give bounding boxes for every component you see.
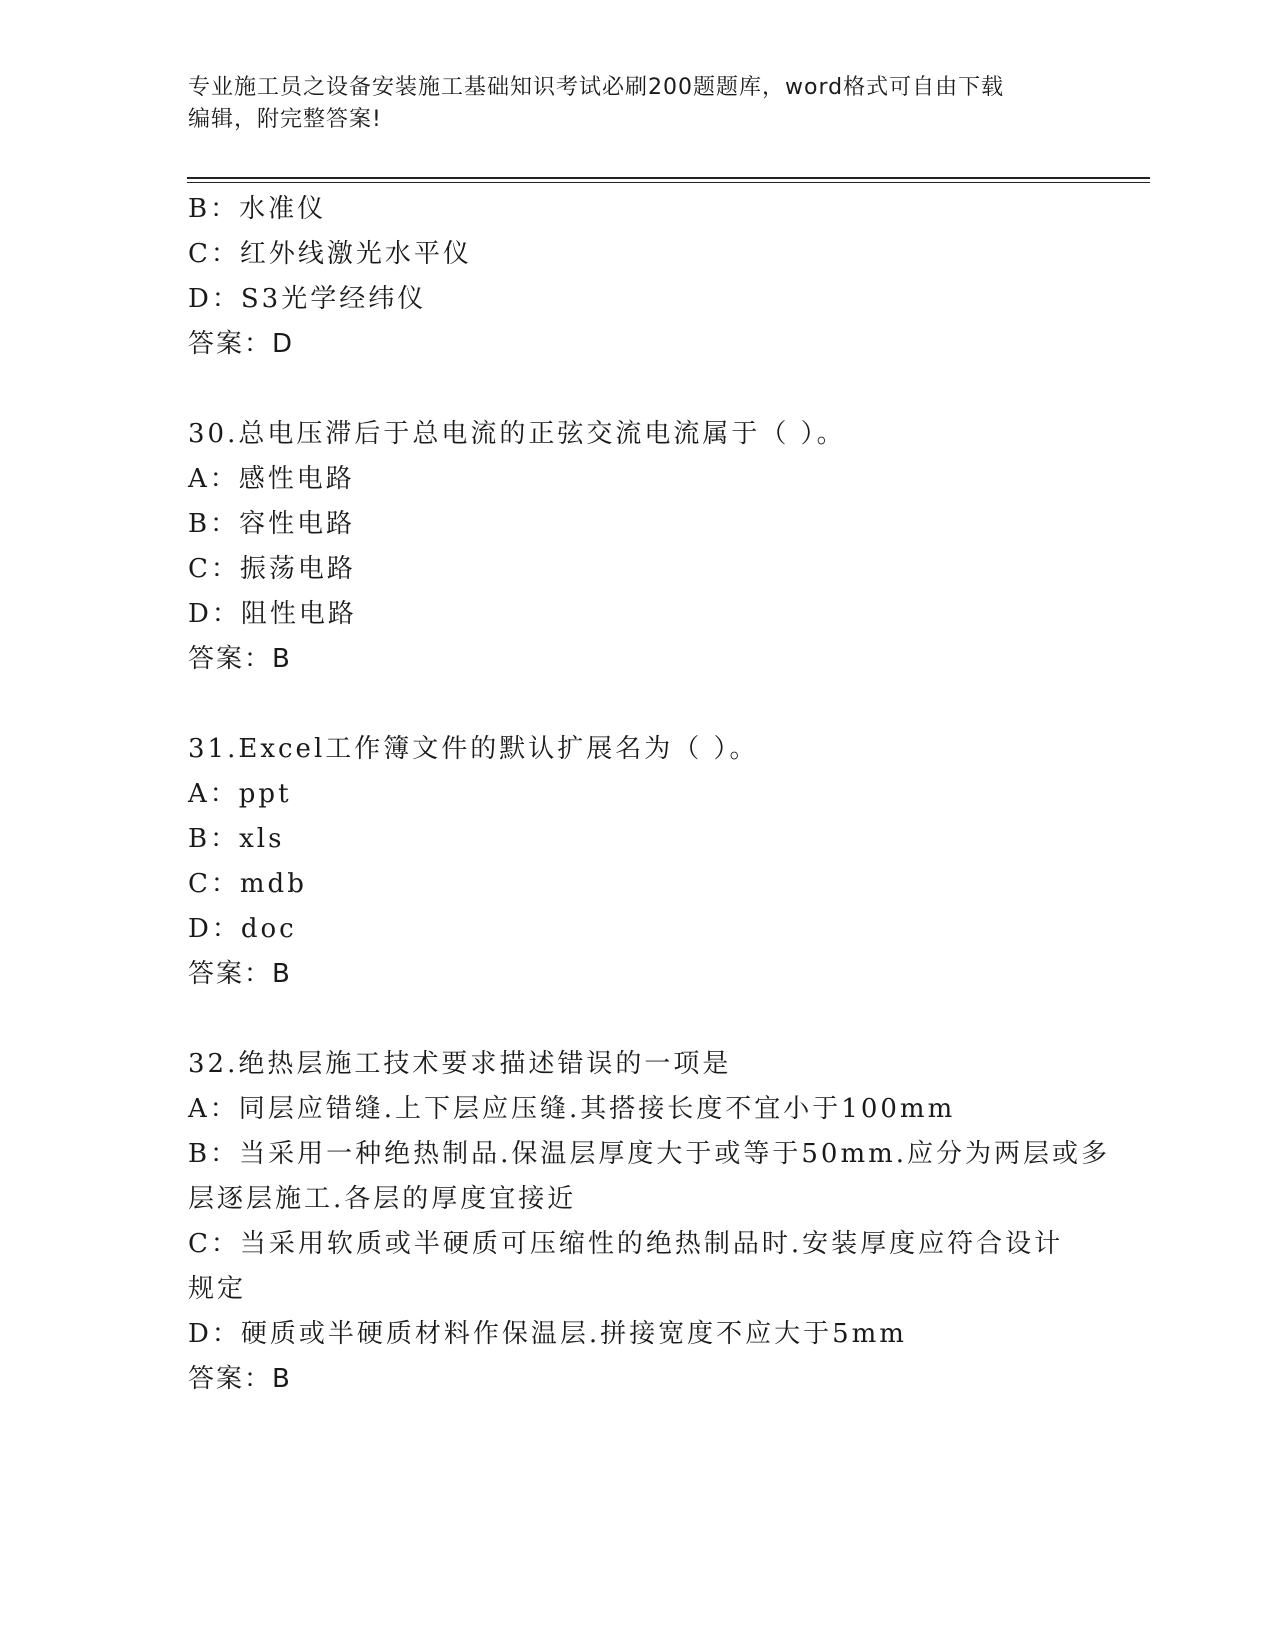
q32-question: 32.绝热层施工技术要求描述错误的一项是 bbox=[188, 1049, 732, 1079]
q30-answer: 答案：B bbox=[188, 644, 292, 674]
q31-answer: 答案：B bbox=[188, 959, 292, 989]
q32-option-a: A：同层应错缝.上下层应压缝.其搭接长度不宜小于100mm bbox=[188, 1094, 956, 1124]
header-line-1: 专业施工员之设备安装施工基础知识考试必刷200题题库，word格式可自由下载 bbox=[188, 75, 1005, 100]
q31-option-a: A：ppt bbox=[188, 779, 292, 809]
q30-option-b: B：容性电路 bbox=[188, 509, 356, 539]
document-header bbox=[188, 72, 1088, 136]
q32-answer: 答案：B bbox=[188, 1364, 292, 1394]
q30-option-a: A：感性电路 bbox=[188, 464, 355, 494]
q29-option-c: C：红外线激光水平仪 bbox=[188, 239, 472, 269]
q31-option-d: D：doc bbox=[188, 914, 297, 944]
q32-option-b-line-1: B：当采用一种绝热制品.保温层厚度大于或等于50mm.应分为两层或多 bbox=[188, 1139, 1111, 1169]
q30-option-c: C：振荡电路 bbox=[188, 554, 356, 584]
header-divider-top bbox=[187, 177, 1150, 179]
q32-option-c-line-1: C：当采用软质或半硬质可压缩性的绝热制品时.安装厚度应符合设计 bbox=[188, 1229, 1064, 1259]
q29-option-d: D：S3光学经纬仪 bbox=[188, 284, 427, 314]
q31-question: 31.Excel工作簿文件的默认扩展名为（ ）。 bbox=[188, 734, 759, 764]
q30-question: 30.总电压滞后于总电流的正弦交流电流属于（ ）。 bbox=[188, 419, 846, 449]
q29-option-b: B：水准仪 bbox=[188, 194, 327, 224]
header-line-2: 编辑，附完整答案! bbox=[188, 107, 382, 132]
q31-option-c: C：mdb bbox=[188, 869, 307, 899]
q30-option-d: D：阻性电路 bbox=[188, 599, 357, 629]
header-divider-bottom bbox=[187, 182, 1150, 183]
q32-option-c-line-2: 规定 bbox=[188, 1274, 247, 1304]
q32-option-d: D：硬质或半硬质材料作保温层.拼接宽度不应大于5mm bbox=[188, 1319, 907, 1349]
q29-answer: 答案：D bbox=[188, 329, 295, 359]
q32-option-b-line-2: 层逐层施工.各层的厚度宜接近 bbox=[188, 1184, 577, 1214]
q31-option-b: B：xls bbox=[188, 824, 285, 854]
